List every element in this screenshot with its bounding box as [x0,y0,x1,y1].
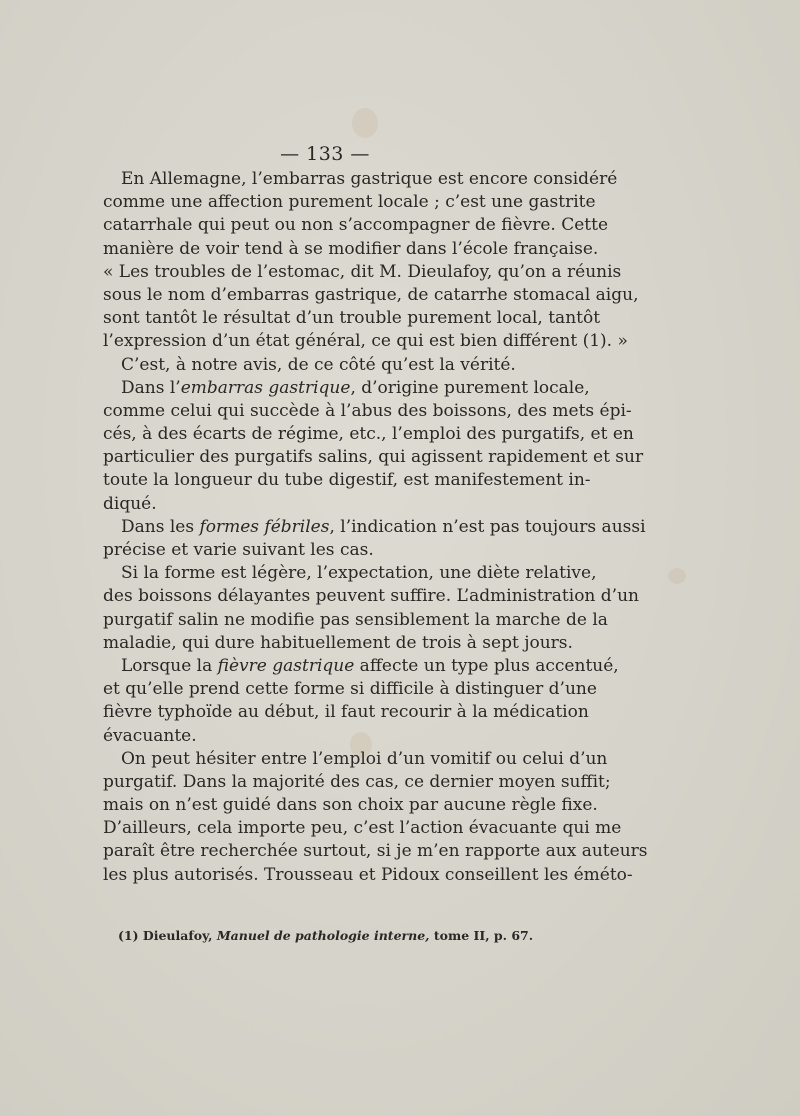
footnote-suffix: tome II, p. 67. [429,928,534,943]
text-line: On peut hésiter entre l’emploi d’un vomitif ou celui d’un [121,748,608,769]
footnote [118,928,533,943]
text-line: En Allemagne, l’embarras gastrique est encore considéré [121,169,618,189]
page-number: — 133 — [280,143,370,165]
body-text [103,168,648,887]
text-line: évacuante. [103,725,197,746]
text-line: maladie, qui dure habituellement de trois à sept jours. [103,632,573,653]
paper-stain [352,108,378,138]
text-line: comme celui qui succède à l’abus des boissons, des mets épi- [103,400,632,421]
text-line: cés, à des écarts de régime, etc., l’emploi des purgatifs, et en [103,424,634,445]
text-line: sous le nom d’embarras gastrique, de catarrhe stomacal aigu, [103,284,639,305]
text-line: sont tantôt le résultat d’un trouble purement local, tantôt [103,308,601,329]
text-line: mais on n’est guidé dans son choix par aucune règle fixe. [103,795,598,816]
text-line: « Les troubles de l’estomac, dit M. Dieulafoy, qu’on a réunis [103,261,622,282]
text-line-suffix: affecte un type plus accentué, [354,655,619,676]
paper-stain [668,568,686,584]
text-line: particulier des purgatifs salins, qui agissent rapidement et sur [103,447,644,468]
footnote-title: Manuel de pathologie interne, [216,928,430,943]
text-line-italic: embarras gastrique [180,377,351,398]
text-line-italic: formes fébriles [199,516,330,537]
text-line-prefix: Dans les [121,516,200,537]
text-line: paraît être recherchée surtout, si je m’en rapporte aux auteurs [103,841,648,862]
text-line-italic: fièvre gastrique [217,655,355,676]
text-line: précise et varie suivant les cas. [103,540,374,560]
text-line: les plus autorisés. Trousseau et Pidoux conseillent les éméto- [103,864,633,885]
text-line [103,516,646,539]
text-line: et qu’elle prend cette forme si difficile à distinguer d’une [103,679,597,700]
text-line-suffix: , d’origine purement locale, [350,377,590,398]
text-line: manière de voir tend à se modifier dans l’école française. [103,238,599,259]
text-line: Si la forme est légère, l’expectation, une diète relative, [121,563,597,584]
text-line: diqué. [103,493,157,514]
text-line: comme une affection purement locale ; c’est une gastrite [103,192,596,213]
text-line: l’expression d’un état général, ce qui est bien différent (1). » [103,331,628,352]
text-line: toute la longueur du tube digestif, est manifestement in- [103,470,591,491]
text-line [103,655,619,678]
text-line [103,377,590,400]
text-line: catarrhale qui peut ou non s’accompagner de fièvre. Cette [103,215,609,236]
text-line: D’ailleurs, cela importe peu, c’est l’action évacuante qui me [103,818,622,839]
text-line-suffix: , l’indication n’est pas toujours aussi [329,516,646,537]
text-line: C’est, à notre avis, de ce côté qu’est la vérité. [121,354,516,375]
footnote-prefix: (1) Dieulafoy, [118,928,217,943]
text-line-prefix: Lorsque la [121,655,218,676]
text-line-prefix: Dans l’ [121,377,181,398]
text-line: des boissons délayantes peuvent suffire. L’administration d’un [103,586,639,607]
text-line: fièvre typhoïde au début, il faut recourir à la médication [103,702,589,723]
text-line: purgatif. Dans la majorité des cas, ce dernier moyen suffit; [103,771,611,792]
text-line: purgatif salin ne modifie pas sensiblement la marche de la [103,609,608,630]
